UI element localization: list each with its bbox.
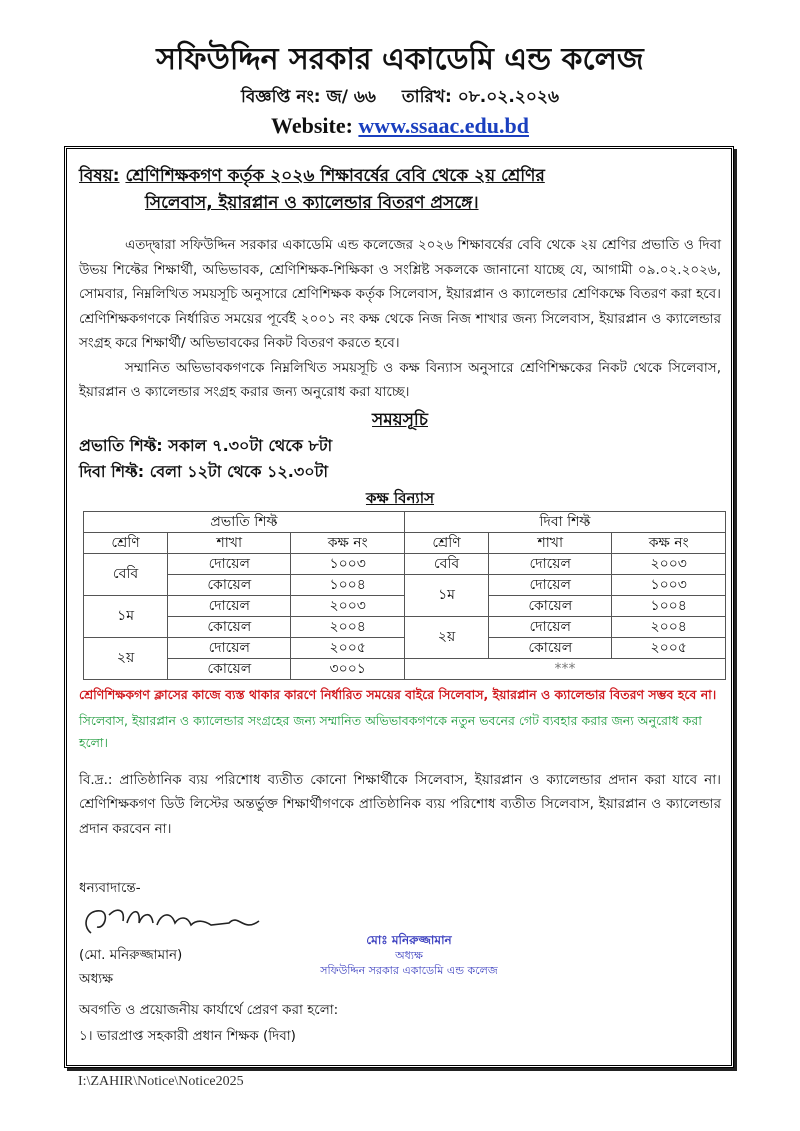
section-cell: কোয়েল [168,616,291,637]
col-room: কক্ষ নং [612,532,726,553]
section-cell: কোয়েল [489,595,612,616]
section-cell: কোয়েল [168,574,291,595]
morning-shift-header: প্রভাতি শিফ্ট [84,511,405,532]
room-cell: ১০০৩ [291,553,405,574]
room-layout-heading: কক্ষ বিন্যাস [365,488,435,507]
morning-shift-time: প্রভাতি শিফ্ট: সকাল ৭.৩০টা থেকে ৮টা [79,435,333,455]
room-cell: ২০০৩ [612,553,726,574]
room-cell: ১০০৪ [291,574,405,595]
notice-no: জ/ ৬৬ [326,87,376,107]
section-cell: দোয়েল [489,553,612,574]
signatory-name: (মো. মনিরুজ্জামান) [79,947,183,963]
official-seal [309,933,509,978]
institution-title: সফিউদ্দিন সরকার একাডেমি এন্ড কলেজ [156,42,644,77]
notice-no-label: বিজ্ঞপ্তি নং: [240,87,321,107]
schedule-heading: সময়সূচি [372,409,428,430]
table-row [84,553,726,574]
col-class: শ্রেণি [404,532,488,553]
section-cell: দোয়েল [489,574,612,595]
table-row [84,574,726,595]
red-warning-note: শ্রেণিশিক্ষকগণ ক্লাসের কাজে ব্যস্ত থাকার কারণে নির্ধারিত সময়ের বাইরে সিলেবাস, ইয়ারপ্লান ও ক্যালেন্ডার বিতরণ সম্ভব হবে না। [79,686,717,702]
section-cell: দোয়েল [168,637,291,658]
notice-date: ০৮.০২.২০২৬ [457,87,560,107]
body-paragraph-1: এতদ্দ্বারা সফিউদ্দিন সরকার একাডেমি এন্ড কলেজের ২০২৬ শিক্ষাবর্ষের বেবি থেকে ২য় শ্রেণির প্রভাতি ও দিবা উভয় শিফ্টের শিক্ষার্থী, অভিভাবক, শ্রেণিশিক্ষক-শিক্ষিকা ও সংশ্লিষ্ট সকলকে জানানো যাচ্ছে যে, আগামী ০৯.০২.২০২৬, সোমবার, নিম্নলিখিত সময়সূচি অনুসারে শ্রেণিশিক্ষক কর্তৃক সিলেবাস, ইয়ারপ্লান ও ক্যালেন্ডার শ্রেণিকক্ষে বিতরণ করা হবে। শ্রেণিশিক্ষকগণকে নির্ধারিত সময়ের পূর্বেই ২০০১ নং কক্ষ থেকে নিজ নিজ শাখার জন্য সিলেবাস, ইয়ারপ্লান ও ক্যালেন্ডার সংগ্রহ করে শিক্ষার্থী/ অভিভাবকের নিকট বিতরণ করতে হবে। [79,237,721,351]
cc-heading: অবগতি ও প্রয়োজনীয় কার্যার্থে প্রেরণ করা হলো: [79,1002,339,1018]
section-cell: কোয়েল [489,637,612,658]
website-label: Website: [271,113,353,138]
room-cell: ২০০৫ [612,637,726,658]
date-label: তারিখ: [401,87,452,107]
col-section: শাখা [168,532,291,553]
body-paragraph-2: সম্মানিত অভিভাবকগণকে নিম্নলিখিত সময়সূচি ও কক্ষ বিন্যাস অনুসারে শ্রেণিশিক্ষকের নিকট থেকে সিলেবাস, ইয়ারপ্লান ও ক্যালেন্ডার সংগ্রহ করার জন্য অনুরোধ করা যাচ্ছে। [79,359,721,400]
room-cell: ২০০৫ [291,637,405,658]
subject-label: বিষয়: [79,166,120,186]
class-cell: ১ম [84,595,168,637]
subject-line-1: শ্রেণিশিক্ষকগণ কর্তৃক ২০২৬ শিক্ষাবর্ষের বেবি থেকে ২য় শ্রেণির [125,166,545,186]
class-cell: বেবি [84,553,168,595]
class-cell: ১ম [404,574,488,616]
table-row [84,658,726,679]
room-cell: ২০০৪ [612,616,726,637]
section-cell: দোয়েল [489,616,612,637]
room-cell: ২০০৪ [291,616,405,637]
subject-line-2: সিলেবাস, ইয়ারপ্লান ও ক্যালেন্ডার বিতরণ প্রসঙ্গে। [145,193,479,213]
signatory-designation: অধ্যক্ষ [79,971,114,987]
seal-institution: সফিউদ্দিন সরকার একাডেমি এন্ড কলেজ [320,964,498,977]
col-room: কক্ষ নং [291,532,405,553]
room-table [83,511,726,680]
signatory-block [79,877,309,991]
col-class: শ্রেণি [84,532,168,553]
closing-block [79,877,721,991]
cc-item: ১। ভারপ্রাপ্ত সহকারী প্রধান শিক্ষক (দিবা) [79,1028,296,1044]
subject [79,163,721,217]
seal-designation: অধ্যক্ষ [395,949,423,962]
table-row [84,511,726,532]
nb-paragraph: বি.দ্র.: প্রাতিষ্ঠানিক ব্যয় পরিশোধ ব্যতীত কোনো শিক্ষার্থীকে সিলেবাস, ইয়ারপ্লান ও ক্যালেন্ডার প্রদান করা যাবে না। শ্রেণিশিক্ষকগণ ডিউ লিস্টের অন্তর্ভুক্ত শিক্ষার্থীগণকে প্রাতিষ্ঠানিক ব্যয় পরিশোধ ব্যতীত সিলেবাস, ইয়ারপ্লান ও ক্যালেন্ডার প্রদান করবেন না। [79,771,721,837]
day-shift-header: দিবা শিফ্ট [404,511,725,532]
file-path-footer: I:\ZAHIR\Notice\Notice2025 [78,1074,244,1089]
room-cell: ১০০৩ [612,574,726,595]
class-cell: বেবি [404,553,488,574]
section-cell: দোয়েল [168,595,291,616]
thanks-text: ধন্যবাদান্তে- [79,880,141,896]
table-row [84,532,726,553]
signature-image [79,903,279,943]
room-cell: ১০০৪ [612,595,726,616]
notice-number-line [0,84,800,110]
website-link[interactable]: www.ssaac.edu.bd [358,113,529,138]
day-shift-time: দিবা শিফ্ট: বেলা ১২টা থেকে ১২.৩০টা [79,461,329,481]
section-cell: দোয়েল [168,553,291,574]
notice-frame [64,146,734,1068]
table-row [84,616,726,637]
green-gate-note: সিলেবাস, ইয়ারপ্লান ও ক্যালেন্ডার সংগ্রহের জন্য সম্মানিত অভিভাবকগণকে নতুন ভবনের গেট ব্যবহার করার জন্য অনুরোধ করা হলো। [79,712,702,750]
section-cell: কোয়েল [168,658,291,679]
website-line [0,112,800,140]
seal-name: মোঃ মনিরুজ্জামান [366,933,452,947]
col-section: শাখা [489,532,612,553]
class-cell: ২য় [404,616,488,658]
room-cell: ২০০৩ [291,595,405,616]
room-cell: ৩০০১ [291,658,405,679]
class-cell: ২য় [84,637,168,679]
filler-cell: *** [404,658,725,679]
